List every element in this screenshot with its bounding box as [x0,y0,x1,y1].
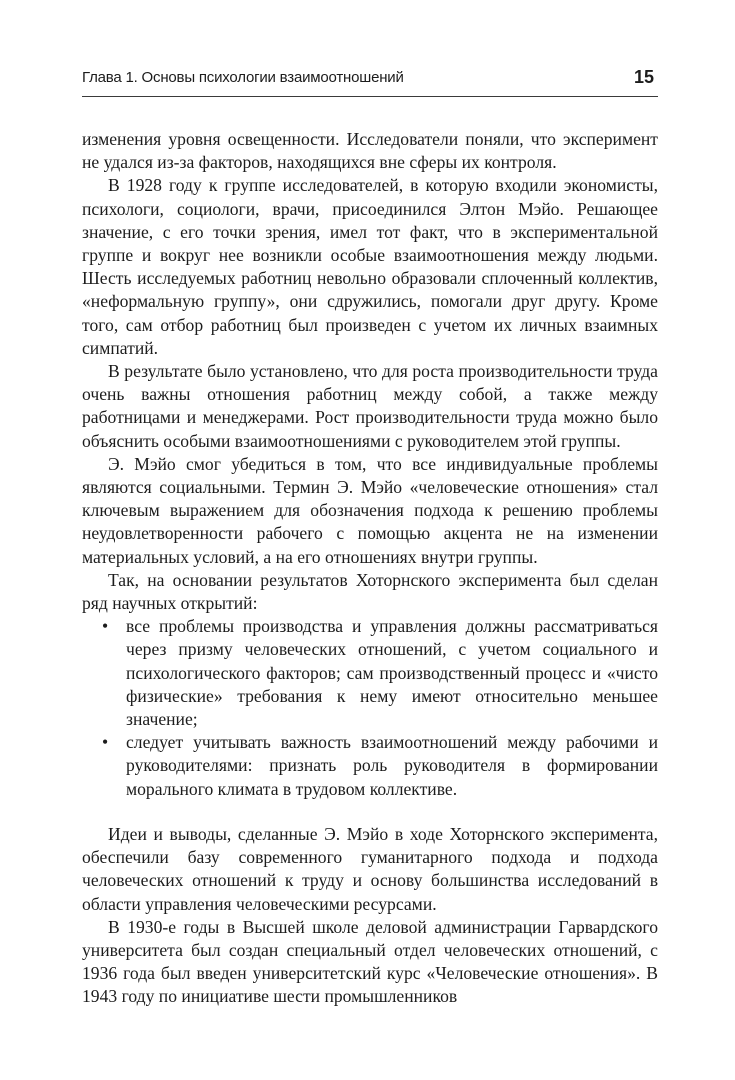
paragraph: Так, на основании результатов Хоторнского эксперимента был сделан ряд научных открытий: [82,569,658,614]
header-divider [82,96,658,97]
findings-list [82,615,658,801]
spacer [82,801,658,823]
list-item [82,615,658,731]
paragraph-continued: изменения уровня освещенности. Исследователи поняли, что эксперимент не удался из-за факторов, находящихся вне сферы их контроля. [82,129,658,173]
list-item-text: все проблемы производства и управления должны рассматриваться через призму человеческих отношений, с учетом социального и психологического факторов; сам производственный процесс и «чисто физические» требования к нему имеют относительно меньшее значение; [126,616,658,730]
bullet-icon: • [102,732,109,753]
paragraph: Идеи и выводы, сделанные Э. Мэйо в ходе Хоторнского эксперимента, обеспечили базу современного гуманитарного подхода и подхода человеческих отношений к труду и основу большинства исследований в области управления человеческими ресурсами. [82,823,658,914]
paragraph: В 1930-е годы в Высшей школе деловой администрации Гарвардского университета был создан специальный отдел человеческих отношений, с 1936 года был введен университетский курс «Человеческие отношения». В 1943 году по инициативе шести промышленников [82,916,658,1007]
running-head [82,67,658,89]
list-item-text: следует учитывать важность взаимоотношений между рабочими и руководителями: признать роль руководителя в формировании морального климата в трудовом коллективе. [126,732,658,799]
paragraph: В 1928 году к группе исследователей, в которую входили экономисты, психологи, социологи, врачи, присоединился Элтон Мэйо. Решающее значение, с его точки зрения, имел тот факт, что в экспериментальной группе и вокруг нее возникли особые взаимоотношения между людьми. Шесть исследуемых работниц невольно образовали сплоченный коллектив, «неформальную группу», они сдружились, помогали друг другу. Кроме того, сам отбор работниц был произведен с учетом их личных взаимных симпатий. [82,175,658,358]
list-item [82,731,658,801]
page-number: 15 [633,67,654,87]
body-text [82,128,658,1009]
paragraph: Э. Мэйо смог убедиться в том, что все индивидуальные проблемы являются социальными. Термин Э. Мэйо «человеческие отношения» стал ключевым выражением для обозначения подхода к решению проблемы неудовлетворенности рабочего с помощью акцента не на изменении материальных условий, а на его отношениях внутри группы. [82,453,658,567]
bullet-icon: • [102,616,109,637]
chapter-title: Глава 1. Основы психологии взаимоотношений [82,69,404,86]
paragraph: В результате было установлено, что для роста производительности труда очень важны отношения работниц между собой, а также между работницами и менеджерами. Рост производительности труда можно было объяснить особыми взаимоотношениями с руководителем этой группы. [82,361,658,451]
